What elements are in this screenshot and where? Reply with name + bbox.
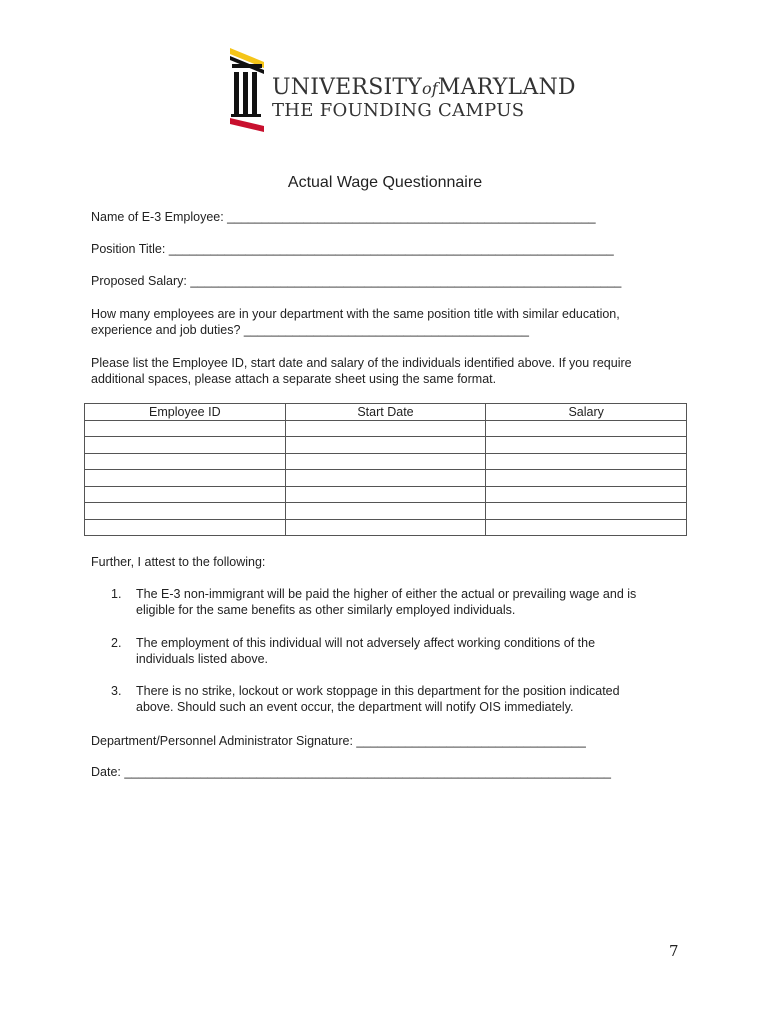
cell-start-date[interactable] <box>285 453 486 470</box>
table-row <box>85 453 687 470</box>
page-number: 7 <box>669 942 679 960</box>
employee-count-question[interactable] <box>91 306 681 338</box>
page-title: Actual Wage Questionnaire <box>287 174 483 191</box>
attestation-text <box>136 586 681 618</box>
date-field[interactable]: Date: ______________________________________________________________________ <box>91 765 611 779</box>
attestation-text <box>136 683 681 715</box>
table-row <box>85 503 687 520</box>
cell-start-date[interactable] <box>285 519 486 536</box>
cell-salary[interactable] <box>486 486 687 503</box>
attestation-line-2: above. Should such an event occur, the department will notify OIS immediately. <box>136 700 574 714</box>
dome-columns-icon <box>226 44 270 134</box>
attestation-number: 3. <box>111 684 122 698</box>
list-instructions <box>91 355 681 387</box>
header-employee-id: Employee ID <box>85 404 286 421</box>
cell-start-date[interactable] <box>285 486 486 503</box>
attestation-number: 1. <box>111 587 122 601</box>
attestation-line-2: individuals listed above. <box>136 652 269 666</box>
logo-wordmark <box>272 76 576 121</box>
table-header-row <box>85 404 687 421</box>
cell-salary[interactable] <box>486 453 687 470</box>
cell-salary[interactable] <box>486 503 687 520</box>
table-row <box>85 437 687 454</box>
attestation-line-1: The E-3 non-immigrant will be paid the higher of either the actual or prevailing wage and is <box>136 587 637 601</box>
attestation-text <box>136 635 681 667</box>
attestation-line-1: There is no strike, lockout or work stoppage in this department for the position indicated <box>136 684 620 698</box>
attestation-number: 2. <box>111 636 122 650</box>
cell-start-date[interactable] <box>285 437 486 454</box>
header-start-date: Start Date <box>285 404 486 421</box>
cell-employee-id[interactable] <box>85 420 286 437</box>
cell-employee-id[interactable] <box>85 453 286 470</box>
attestation-line-2: eligible for the same benefits as other similarly employed individuals. <box>136 603 516 617</box>
question-line-2: experience and job duties? _________________________________________ <box>91 323 529 337</box>
cell-employee-id[interactable] <box>85 503 286 520</box>
cell-employee-id[interactable] <box>85 470 286 487</box>
table-row <box>85 470 687 487</box>
table-row <box>85 519 687 536</box>
logo-of: of <box>421 79 438 98</box>
cell-start-date[interactable] <box>285 420 486 437</box>
instructions-line-2: additional spaces, please attach a separate sheet using the same format. <box>91 372 497 386</box>
cell-salary[interactable] <box>486 519 687 536</box>
table-row <box>85 486 687 503</box>
logo-state: MARYLAND <box>437 75 576 100</box>
employee-table <box>84 403 687 536</box>
table-row <box>85 420 687 437</box>
cell-employee-id[interactable] <box>85 519 286 536</box>
logo-university: UNIVERSITY <box>272 75 422 100</box>
logo-subtitle: THE FOUNDING CAMPUS <box>272 100 525 121</box>
cell-salary[interactable] <box>486 420 687 437</box>
cell-salary[interactable] <box>486 470 687 487</box>
university-logo <box>226 44 576 134</box>
header-salary: Salary <box>486 404 687 421</box>
attest-intro: Further, I attest to the following: <box>91 555 266 569</box>
signature-field[interactable]: Department/Personnel Administrator Signature: _________________________________ <box>91 734 586 748</box>
cell-salary[interactable] <box>486 437 687 454</box>
cell-employee-id[interactable] <box>85 437 286 454</box>
question-line-1: How many employees are in your department with the same position title with similar education, <box>91 307 620 321</box>
attestation-line-1: The employment of this individual will not adversely affect working conditions of the <box>136 636 596 650</box>
cell-start-date[interactable] <box>285 503 486 520</box>
position-title-field[interactable]: Position Title: ________________________________________________________________ <box>91 242 614 256</box>
cell-start-date[interactable] <box>285 470 486 487</box>
instructions-line-1: Please list the Employee ID, start date and salary of the individuals identified above. If you require <box>91 356 632 370</box>
proposed-salary-field[interactable]: Proposed Salary: ______________________________________________________________ <box>91 274 622 288</box>
employee-name-field[interactable]: Name of E-3 Employee: _____________________________________________________ <box>91 210 596 224</box>
cell-employee-id[interactable] <box>85 486 286 503</box>
